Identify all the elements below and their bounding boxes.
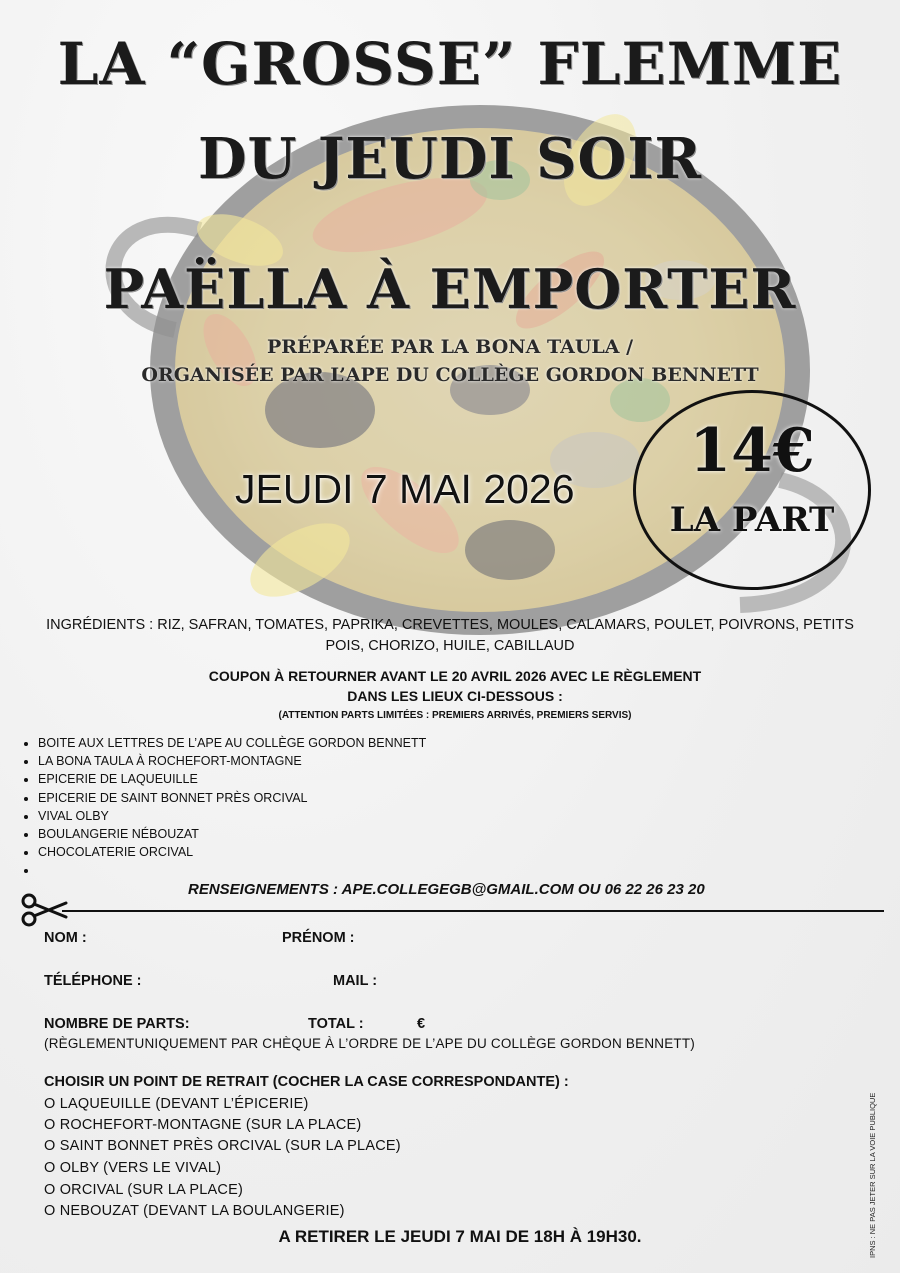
scissors-icon [20,893,68,927]
ingredients-text: INGRÉDIENTS : RIZ, SAFRAN, TOMATES, PAPRIKA, CREVETTES, MOULES, CALAMARS, POULET, POIVRONS, PETITS POIS, CHORIZO, HUILE, CABILLAUD [46,617,854,654]
euro-sign: € [417,1016,426,1032]
cut-line [62,910,884,912]
drop-off-places-list [20,734,426,880]
total-label: TOTAL : [308,1016,364,1032]
price-unit: LA PART [669,500,835,540]
list-item: • BOULANGERIE NÉBOUZAT [38,825,426,843]
nom-label: NOM : [44,930,87,946]
title-line-3: PAËLLA À EMPORTER [103,257,797,321]
pickup-option: O ORCIVAL (SUR LA PLACE) [44,1182,243,1198]
prenom-label: PRÉNOM : [282,930,355,946]
list-item: • CHOCOLATERIE ORCIVAL [38,843,426,861]
list-item: • LA BONA TAULA À ROCHEFORT-MONTAGNE [38,752,426,770]
list-item: • EPICERIE DE SAINT BONNET PRÈS ORCIVAL [38,789,426,807]
pickup-option: O ROCHEFORT-MONTAGNE (SUR LA PLACE) [44,1117,362,1133]
pickup-option: O OLBY (VERS LE VIVAL) [44,1160,222,1176]
price-value: 14€ [689,416,815,486]
ipns-note: IPNS : NE PAS JETER SUR LA VOIE PUBLIQUE [868,1092,877,1258]
mail-label: MAIL : [333,973,378,989]
contact-info: RENSEIGNEMENTS : APE.COLLEGEGB@GMAIL.COM OU 06 22 26 23 20 [188,881,705,898]
title-line-1: LA “GROSSE” FLEMME [57,30,843,98]
list-item: • VIVAL OLBY [38,807,426,825]
payment-note: (RÈGLEMENTUNIQUEMENT PAR CHÈQUE À L’ORDRE DE L’APE DU COLLÈGE GORDON BENNETT) [44,1036,696,1051]
subtitle-line-2: ORGANISÉE PAR L’APE DU COLLÈGE GORDON BENNETT [141,364,759,386]
pickup-option: O LAQUEUILLE (DEVANT L’ÉPICERIE) [44,1096,309,1112]
list-item: • BOITE AUX LETTRES DE L’APE AU COLLÈGE GORDON BENNETT [38,734,426,752]
nombre-parts-label: NOMBRE DE PARTS: [44,1016,190,1032]
coupon-line-2: DANS LES LIEUX CI-DESSOUS : [347,688,563,704]
subtitle-line-1: PRÉPARÉE PAR LA BONA TAULA / [266,336,634,358]
coupon-line-1: COUPON À RETOURNER AVANT LE 20 AVRIL 2026 AVEC LE RÈGLEMENT [208,668,702,684]
coupon-note: (ATTENTION PARTS LIMITÉES : PREMIERS ARRIVÉS, PREMIERS SERVIS) [278,710,632,721]
event-date: JEUDI 7 MAI 2026 [235,466,575,512]
list-item: • EPICERIE DE LAQUEUILLE [38,770,426,788]
title-line-2: DU JEUDI SOIR [197,126,703,192]
pickup-option: O NEBOUZAT (DEVANT LA BOULANGERIE) [44,1203,345,1219]
pickup-heading: CHOISIR UN POINT DE RETRAIT (COCHER LA CASE CORRESPONDANTE) : [44,1074,569,1090]
list-item [38,861,426,879]
telephone-label: TÉLÉPHONE : [44,973,142,989]
pickup-option: O SAINT BONNET PRÈS ORCIVAL (SUR LA PLACE) [44,1138,401,1154]
pickup-time: A RETIRER LE JEUDI 7 MAI DE 18H À 19H30. [278,1227,642,1246]
